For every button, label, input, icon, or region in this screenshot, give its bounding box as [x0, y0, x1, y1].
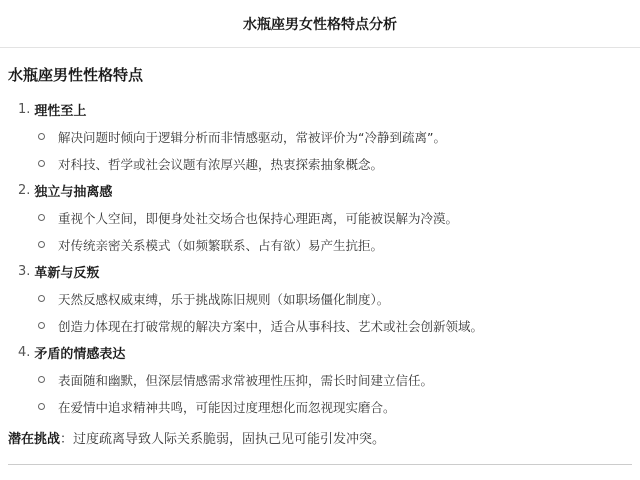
trait-heading: [8, 339, 632, 366]
trait-number: 4.: [18, 345, 31, 360]
trait-item: [8, 258, 632, 339]
point-text: 重视个人空间，即便身处社交场合也保持心理距离，可能被误解为冷漠。: [58, 210, 459, 226]
circle-bullet-icon: [38, 160, 45, 167]
list-item: [8, 285, 632, 312]
point-text: 对传统亲密关系模式（如频繁联系、占有欲）易产生抗拒。: [58, 237, 384, 253]
trait-list: [8, 96, 632, 420]
trait-title: 革新与反叛: [34, 266, 100, 281]
circle-bullet-icon: [38, 403, 45, 410]
section-title: 水瓶座男性性格特点: [8, 66, 144, 84]
challenge-colon: ：: [60, 432, 74, 447]
trait-title: 理性至上: [34, 104, 87, 119]
trait-number: 3.: [18, 264, 31, 279]
list-item: [8, 150, 632, 177]
point-list: [8, 366, 632, 420]
trait-item: [8, 96, 632, 177]
list-item: [8, 204, 632, 231]
challenge-label: 潜在挑战: [8, 432, 61, 447]
point-text: 创造力体现在打破常规的解决方案中，适合从事科技、艺术或社会创新领域。: [58, 318, 484, 334]
bottom-divider: [8, 464, 632, 465]
trait-item: [8, 177, 632, 258]
trait-heading: [8, 96, 632, 123]
list-item: [8, 393, 632, 420]
trait-number: 1.: [18, 102, 31, 117]
article-content: [8, 62, 632, 464]
point-text: 解决问题时倾向于逻辑分析而非情感驱动，常被评价为“冷静到疏离”。: [58, 129, 446, 145]
page-title: 水瓶座男女性格特点分析: [243, 16, 397, 33]
circle-bullet-icon: [38, 133, 45, 140]
trait-title: 独立与抽离感: [34, 185, 113, 200]
point-list: [8, 123, 632, 177]
circle-bullet-icon: [38, 322, 45, 329]
trait-item: [8, 339, 632, 420]
list-item: [8, 366, 632, 393]
trait-title: 矛盾的情感表达: [34, 347, 126, 362]
list-item: [8, 312, 632, 339]
trait-number: 2.: [18, 183, 31, 198]
list-item: [8, 123, 632, 150]
circle-bullet-icon: [38, 241, 45, 248]
point-text: 表面随和幽默，但深层情感需求常被理性压抑，需长时间建立信任。: [58, 372, 434, 388]
circle-bullet-icon: [38, 295, 45, 302]
list-item: [8, 231, 632, 258]
circle-bullet-icon: [38, 214, 45, 221]
circle-bullet-icon: [38, 376, 45, 383]
point-list: [8, 285, 632, 339]
challenge-text: 过度疏离导致人际关系脆弱，固执己见可能引发冲突。: [73, 432, 386, 447]
trait-heading: [8, 258, 632, 285]
point-text: 对科技、哲学或社会议题有浓厚兴趣，热衷探索抽象概念。: [58, 156, 384, 172]
trait-heading: [8, 177, 632, 204]
point-text: 天然反感权威束缚，乐于挑战陈旧规则（如职场僵化制度）。: [58, 291, 390, 307]
point-text: 在爱情中追求精神共鸣，可能因过度理想化而忽视现实磨合。: [58, 399, 396, 415]
challenge-note: [8, 424, 632, 451]
point-list: [8, 204, 632, 258]
page-header: [0, 0, 640, 48]
